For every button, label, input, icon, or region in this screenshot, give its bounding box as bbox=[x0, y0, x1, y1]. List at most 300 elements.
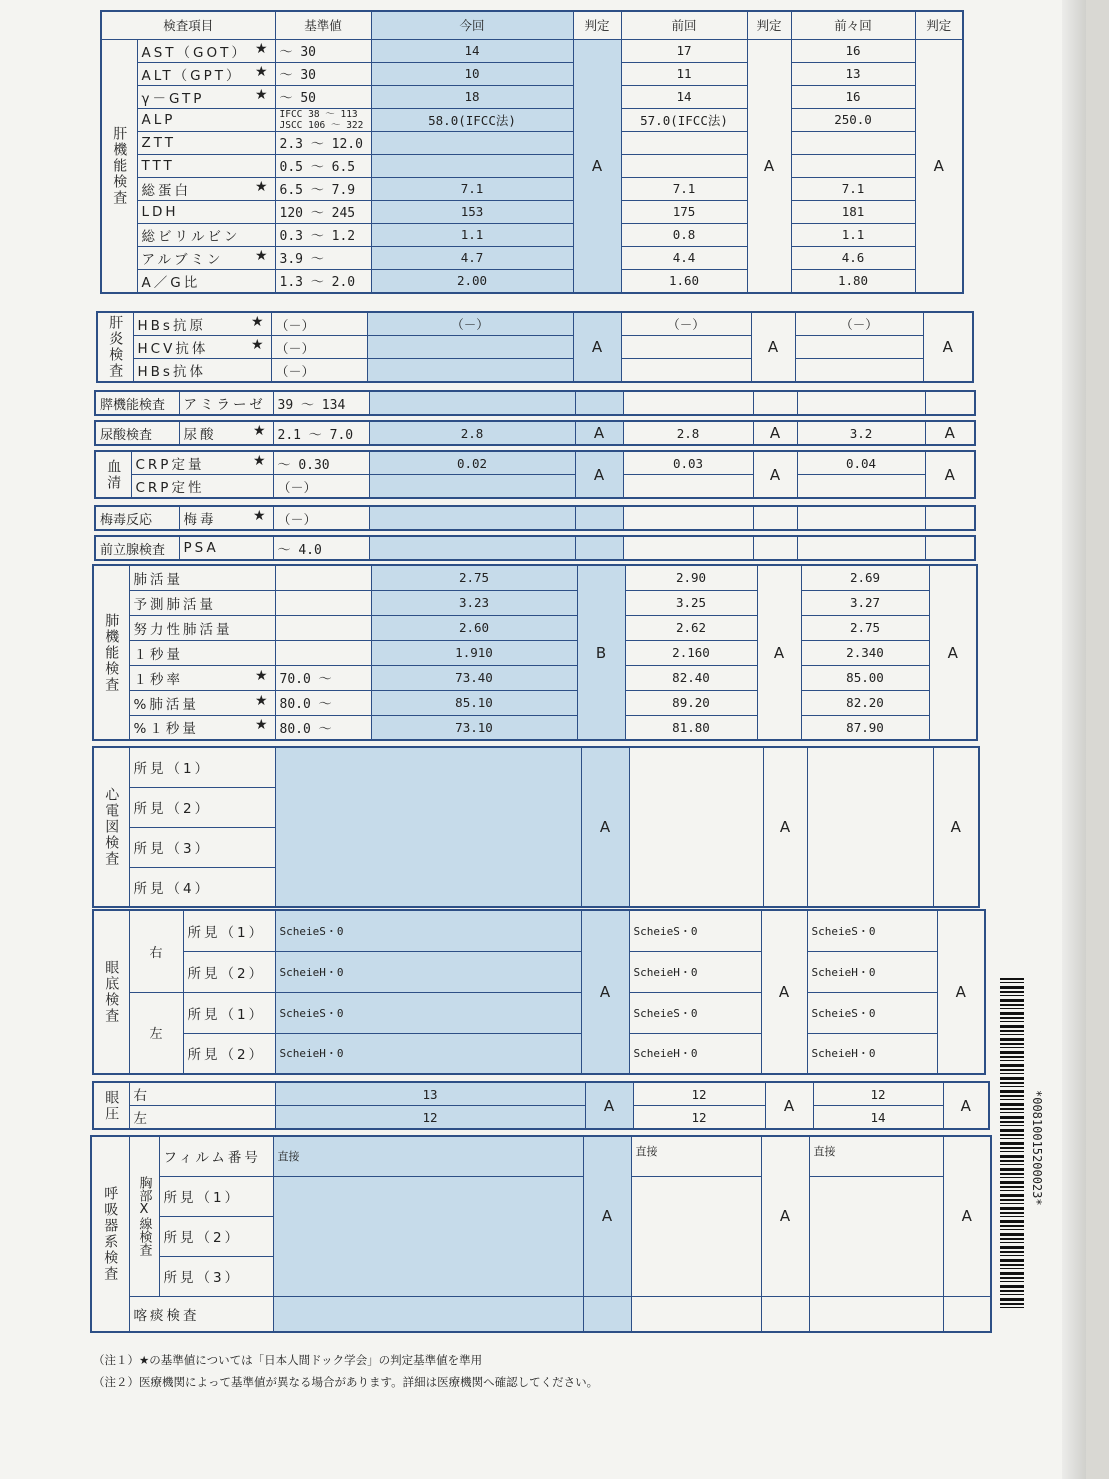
judge-previous: A bbox=[753, 451, 797, 498]
ref-value: 70.0 ～ bbox=[275, 665, 371, 690]
before-previous-value: （－） bbox=[795, 312, 923, 336]
before-previous-value: 87.90 bbox=[801, 715, 929, 740]
before-previous-value bbox=[797, 391, 925, 415]
current-value bbox=[367, 336, 573, 359]
current-value bbox=[369, 475, 575, 499]
fundus-right-label: 右 bbox=[129, 910, 183, 992]
current-value: 10 bbox=[371, 62, 573, 85]
footnotes bbox=[93, 1349, 598, 1393]
table-row bbox=[93, 1082, 989, 1106]
judge-previous: A bbox=[753, 421, 797, 445]
liver-table bbox=[100, 10, 964, 294]
item-name: γ－GTP ★ bbox=[137, 85, 275, 108]
judge-previous bbox=[753, 506, 797, 530]
ref-value: ～ 50 bbox=[275, 85, 371, 108]
judge-previous: A bbox=[757, 565, 801, 740]
item-name: 所見（1） bbox=[183, 992, 275, 1033]
judge-previous bbox=[753, 536, 797, 560]
item-name: CRP定量 ★ bbox=[131, 451, 273, 475]
section-label-syphilis: 梅毒反応 bbox=[95, 506, 179, 530]
previous-value: ScheieS・0 bbox=[629, 992, 761, 1033]
before-previous-value: ScheieH・0 bbox=[807, 1033, 937, 1074]
iop-table bbox=[92, 1081, 990, 1130]
ref-value: （－） bbox=[273, 475, 369, 499]
star-icon: ★ bbox=[254, 86, 271, 103]
section-label-hepatitis: 肝炎検査 bbox=[97, 312, 133, 382]
current-value: 2.75 bbox=[371, 565, 577, 590]
table-row bbox=[95, 391, 975, 415]
section-label-prostate: 前立腺検査 bbox=[95, 536, 179, 560]
section-label-respiratory: 呼吸器系検査 bbox=[91, 1136, 129, 1332]
judge-before-previous: A bbox=[923, 312, 973, 382]
star-icon: ★ bbox=[254, 717, 271, 734]
before-previous-value: 7.1 bbox=[791, 177, 915, 200]
header-reference: 基準値 bbox=[275, 11, 371, 39]
table-row bbox=[101, 200, 963, 223]
current-value: 4.7 bbox=[371, 246, 573, 269]
item-name: １秒率 ★ bbox=[129, 665, 275, 690]
section-label-iop: 眼圧 bbox=[93, 1082, 129, 1129]
ref-value: 39 ～ 134 bbox=[273, 391, 369, 415]
before-previous-value bbox=[809, 1176, 943, 1296]
ref-value: 3.9 ～ bbox=[275, 246, 371, 269]
item-name: 右 bbox=[129, 1082, 275, 1106]
before-previous-value bbox=[797, 536, 925, 560]
judge-current bbox=[575, 536, 623, 560]
section-label-uric: 尿酸検査 bbox=[95, 421, 179, 445]
header-row bbox=[101, 11, 963, 39]
table-row bbox=[93, 690, 977, 715]
before-previous-value: 4.6 bbox=[791, 246, 915, 269]
ref-value: （－） bbox=[271, 336, 367, 359]
previous-value: 89.20 bbox=[625, 690, 757, 715]
ref-value: ～ 30 bbox=[275, 39, 371, 62]
previous-value: 81.80 bbox=[625, 715, 757, 740]
current-value: 58.0(IFCC法) bbox=[371, 108, 573, 131]
previous-value: ScheieS・0 bbox=[629, 910, 761, 951]
before-previous-value bbox=[795, 359, 923, 383]
star-icon: ★ bbox=[254, 247, 271, 264]
current-value: 73.10 bbox=[371, 715, 577, 740]
judge-current: A bbox=[575, 451, 623, 498]
current-value bbox=[369, 506, 575, 530]
current-value: 12 bbox=[275, 1106, 585, 1130]
judge-current: A bbox=[585, 1082, 633, 1129]
paper-edge bbox=[1062, 0, 1086, 1479]
before-previous-value bbox=[809, 1296, 943, 1332]
ref-value: 80.0 ～ bbox=[275, 690, 371, 715]
previous-value bbox=[621, 131, 747, 154]
previous-value: 17 bbox=[621, 39, 747, 62]
ref-value: 0.5 ～ 6.5 bbox=[275, 154, 371, 177]
before-previous-value: 0.04 bbox=[797, 451, 925, 475]
before-previous-value: 16 bbox=[791, 85, 915, 108]
judge-current: A bbox=[583, 1136, 631, 1296]
item-name: 所見（2） bbox=[159, 1216, 273, 1256]
item-name: 努力性肺活量 bbox=[129, 615, 275, 640]
item-name: PSA bbox=[179, 536, 273, 560]
item-name: HCV抗体 ★ bbox=[133, 336, 271, 359]
ref-value: 120 ～ 245 bbox=[275, 200, 371, 223]
table-row bbox=[97, 336, 973, 359]
table-row bbox=[93, 951, 985, 992]
ref-value: （－） bbox=[271, 359, 367, 383]
judge-before-previous bbox=[925, 506, 975, 530]
judge-current bbox=[575, 506, 623, 530]
star-icon: ★ bbox=[252, 453, 269, 469]
header-judge-current: 判定 bbox=[573, 11, 621, 39]
judge-previous: A bbox=[751, 312, 795, 382]
item-name: 尿酸 ★ bbox=[179, 421, 273, 445]
previous-value: 82.40 bbox=[625, 665, 757, 690]
before-previous-value: 16 bbox=[791, 39, 915, 62]
judge-before-previous: A bbox=[929, 565, 977, 740]
item-name: HBs抗体 bbox=[133, 359, 271, 383]
item-name: 所見（1） bbox=[183, 910, 275, 951]
table-row bbox=[91, 1296, 991, 1332]
serum-table bbox=[94, 450, 976, 499]
current-value bbox=[371, 131, 573, 154]
current-value: ScheieH・0 bbox=[275, 1033, 581, 1074]
current-value: 73.40 bbox=[371, 665, 577, 690]
judge-current: A bbox=[575, 421, 623, 445]
previous-value: 57.0(IFCC法) bbox=[621, 108, 747, 131]
header-previous: 前回 bbox=[621, 11, 747, 39]
before-previous-value bbox=[797, 475, 925, 499]
before-previous-value bbox=[795, 336, 923, 359]
before-previous-value: 2.340 bbox=[801, 640, 929, 665]
star-icon: ★ bbox=[254, 667, 271, 684]
before-previous-value: ScheieS・0 bbox=[807, 992, 937, 1033]
previous-value bbox=[629, 747, 763, 907]
previous-value bbox=[623, 391, 753, 415]
footnote-1: （注１）★の基準値については「日本人間ドック学会」の判定基準値を準用 bbox=[93, 1353, 483, 1367]
ref-value: 80.0 ～ bbox=[275, 715, 371, 740]
before-previous-value: 3.27 bbox=[801, 590, 929, 615]
table-row bbox=[97, 359, 973, 383]
previous-value bbox=[621, 359, 751, 383]
item-name: 梅毒 ★ bbox=[179, 506, 273, 530]
table-row bbox=[93, 1033, 985, 1074]
previous-value: 11 bbox=[621, 62, 747, 85]
table-row bbox=[101, 85, 963, 108]
current-value: ScheieS・0 bbox=[275, 992, 581, 1033]
item-name: 所見（4） bbox=[129, 867, 275, 907]
before-previous-value bbox=[791, 154, 915, 177]
item-name: CRP定性 bbox=[131, 475, 273, 499]
item-name: HBs抗原 ★ bbox=[133, 312, 271, 336]
current-value bbox=[273, 1176, 583, 1296]
table-row bbox=[95, 475, 975, 499]
before-previous-value: 1.80 bbox=[791, 269, 915, 293]
previous-value: 直接 bbox=[631, 1136, 761, 1176]
table-row bbox=[95, 506, 975, 530]
table-row bbox=[101, 62, 963, 85]
table-row bbox=[93, 640, 977, 665]
before-previous-value: 14 bbox=[813, 1106, 943, 1130]
header-judge-before-previous: 判定 bbox=[915, 11, 963, 39]
ref-value: 1.3 ～ 2.0 bbox=[275, 269, 371, 293]
previous-value: 2.8 bbox=[623, 421, 753, 445]
judge-previous: A bbox=[761, 1136, 809, 1296]
table-row bbox=[101, 39, 963, 62]
ref-value: ～ 30 bbox=[275, 62, 371, 85]
previous-value bbox=[631, 1296, 761, 1332]
judge-before-previous: A bbox=[925, 451, 975, 498]
judge-current: A bbox=[573, 312, 621, 382]
previous-value: 175 bbox=[621, 200, 747, 223]
item-name: 総蛋白 ★ bbox=[137, 177, 275, 200]
current-value bbox=[369, 391, 575, 415]
ref-value bbox=[275, 590, 371, 615]
current-value: 2.00 bbox=[371, 269, 573, 293]
judge-current bbox=[583, 1296, 631, 1332]
item-name: 所見（2） bbox=[183, 951, 275, 992]
table-row bbox=[93, 1106, 989, 1130]
item-name: LDH bbox=[137, 200, 275, 223]
current-value: ScheieH・0 bbox=[275, 951, 581, 992]
current-value: 2.60 bbox=[371, 615, 577, 640]
before-previous-value bbox=[791, 131, 915, 154]
header-item: 検査項目 bbox=[101, 11, 275, 39]
item-name: 所見（2） bbox=[129, 787, 275, 827]
judge-before-previous: A bbox=[933, 747, 979, 907]
table-row bbox=[101, 131, 963, 154]
table-row bbox=[93, 665, 977, 690]
item-name: ALP bbox=[137, 108, 275, 131]
ecg-table bbox=[92, 746, 980, 908]
uric-table bbox=[94, 420, 976, 446]
star-icon: ★ bbox=[254, 692, 271, 709]
before-previous-value: ScheieH・0 bbox=[807, 951, 937, 992]
respiratory-table bbox=[90, 1135, 992, 1333]
star-icon: ★ bbox=[250, 314, 267, 330]
star-icon: ★ bbox=[252, 423, 269, 439]
previous-value: 14 bbox=[621, 85, 747, 108]
section-label-serum: 血清 bbox=[95, 451, 131, 498]
table-row bbox=[93, 565, 977, 590]
item-name: ALT（GPT） ★ bbox=[137, 62, 275, 85]
table-row bbox=[101, 223, 963, 246]
section-label-liver: 肝機能検査 bbox=[101, 39, 137, 293]
header-before-previous: 前々回 bbox=[791, 11, 915, 39]
previous-value bbox=[623, 506, 753, 530]
table-row bbox=[101, 269, 963, 293]
table-row bbox=[101, 154, 963, 177]
item-name: A／G比 bbox=[137, 269, 275, 293]
current-value: 1.910 bbox=[371, 640, 577, 665]
judge-previous bbox=[761, 1296, 809, 1332]
current-value bbox=[371, 154, 573, 177]
item-name: 総ビリルビン bbox=[137, 223, 275, 246]
previous-value: 0.03 bbox=[623, 451, 753, 475]
before-previous-value: 85.00 bbox=[801, 665, 929, 690]
judge-before-previous: A bbox=[943, 1136, 991, 1296]
table-row bbox=[101, 246, 963, 269]
pancreas-table bbox=[94, 390, 976, 416]
ref-jscc: JSCC 106 ～ 322 bbox=[279, 119, 364, 131]
table-row bbox=[93, 590, 977, 615]
item-name: 所見（3） bbox=[129, 827, 275, 867]
star-icon: ★ bbox=[250, 337, 267, 353]
ref-ifcc: IFCC 38 ～ 113 bbox=[279, 108, 358, 120]
table-row bbox=[93, 910, 985, 951]
header-current: 今回 bbox=[371, 11, 573, 39]
table-row bbox=[91, 1176, 991, 1216]
current-value: ScheieS・0 bbox=[275, 910, 581, 951]
table-row bbox=[91, 1136, 991, 1176]
previous-value: 0.8 bbox=[621, 223, 747, 246]
item-name: 左 bbox=[129, 1106, 275, 1130]
item-name: ZTT bbox=[137, 131, 275, 154]
item-name: アルブミン ★ bbox=[137, 246, 275, 269]
previous-value: 1.60 bbox=[621, 269, 747, 293]
previous-value: ScheieH・0 bbox=[629, 951, 761, 992]
current-value bbox=[367, 359, 573, 383]
sub-label-chest-xray: 胸部X線検査 bbox=[129, 1136, 159, 1296]
ref-value: 2.3 ～ 12.0 bbox=[275, 131, 371, 154]
judge-previous: A bbox=[765, 1082, 813, 1129]
footnote-2: （注２）医療機関によって基準値が異なる場合があります。詳細は医療機関へ確認してください。 bbox=[93, 1375, 599, 1389]
fundus-table bbox=[92, 909, 986, 1075]
section-label-pancreas: 膵機能検査 bbox=[95, 391, 179, 415]
table-row bbox=[93, 747, 979, 787]
current-value: 7.1 bbox=[371, 177, 573, 200]
item-name: AST（GOT） ★ bbox=[137, 39, 275, 62]
before-previous-value bbox=[797, 506, 925, 530]
previous-value: 4.4 bbox=[621, 246, 747, 269]
judge-before-previous: A bbox=[915, 39, 963, 293]
section-label-fundus: 眼底検査 bbox=[93, 910, 129, 1074]
previous-value: 2.62 bbox=[625, 615, 757, 640]
item-name: 所見（3） bbox=[159, 1256, 273, 1296]
star-icon: ★ bbox=[254, 63, 271, 80]
current-value: （－） bbox=[367, 312, 573, 336]
previous-value bbox=[621, 154, 747, 177]
judge-current: A bbox=[573, 39, 621, 293]
previous-value: ScheieH・0 bbox=[629, 1033, 761, 1074]
judge-previous bbox=[753, 391, 797, 415]
lung-table bbox=[92, 564, 978, 741]
star-icon: ★ bbox=[252, 508, 269, 524]
judge-before-previous bbox=[943, 1296, 991, 1332]
ref-value: ～ 4.0 bbox=[273, 536, 369, 560]
previous-value: 3.25 bbox=[625, 590, 757, 615]
judge-previous: A bbox=[747, 39, 791, 293]
table-row bbox=[93, 715, 977, 740]
judge-before-previous: A bbox=[937, 910, 985, 1074]
current-value: 0.02 bbox=[369, 451, 575, 475]
previous-value: 2.90 bbox=[625, 565, 757, 590]
section-label-ecg: 心電図検査 bbox=[93, 747, 129, 907]
table-row bbox=[93, 615, 977, 640]
ref-value: （－） bbox=[271, 312, 367, 336]
item-name: %肺活量 ★ bbox=[129, 690, 275, 715]
item-name: %１秒量 ★ bbox=[129, 715, 275, 740]
judge-before-previous: A bbox=[943, 1082, 989, 1129]
table-row bbox=[97, 312, 973, 336]
current-value: 18 bbox=[371, 85, 573, 108]
item-name: 肺活量 bbox=[129, 565, 275, 590]
item-name-sputum: 喀痰検査 bbox=[129, 1296, 273, 1332]
current-value bbox=[369, 536, 575, 560]
item-name: 所見（1） bbox=[159, 1176, 273, 1216]
current-value: 直接 bbox=[273, 1136, 583, 1176]
section-label-lung: 肺機能検査 bbox=[93, 565, 129, 740]
ref-value: （－） bbox=[273, 506, 369, 530]
previous-value: 12 bbox=[633, 1106, 765, 1130]
item-name: TTT bbox=[137, 154, 275, 177]
previous-value: （－） bbox=[621, 312, 751, 336]
before-previous-value: 2.75 bbox=[801, 615, 929, 640]
current-value bbox=[275, 747, 581, 907]
table-row bbox=[101, 108, 963, 131]
current-value bbox=[273, 1296, 583, 1332]
table-row bbox=[93, 992, 985, 1033]
ref-value: 6.5 ～ 7.9 bbox=[275, 177, 371, 200]
before-previous-value: 12 bbox=[813, 1082, 943, 1106]
previous-value: 2.160 bbox=[625, 640, 757, 665]
item-name: １秒量 bbox=[129, 640, 275, 665]
previous-value bbox=[631, 1176, 761, 1296]
before-previous-value: 3.2 bbox=[797, 421, 925, 445]
item-name: 所見（1） bbox=[129, 747, 275, 787]
before-previous-value: 1.1 bbox=[791, 223, 915, 246]
table-row bbox=[95, 421, 975, 445]
current-value: 3.23 bbox=[371, 590, 577, 615]
ref-value: 2.1 ～ 7.0 bbox=[273, 421, 369, 445]
before-previous-value: 181 bbox=[791, 200, 915, 223]
before-previous-value: 250.0 bbox=[791, 108, 915, 131]
previous-value bbox=[623, 536, 753, 560]
before-previous-value: 13 bbox=[791, 62, 915, 85]
judge-current: A bbox=[581, 910, 629, 1074]
star-icon: ★ bbox=[254, 178, 271, 195]
syphilis-table bbox=[94, 505, 976, 531]
ref-value bbox=[275, 640, 371, 665]
judge-current: B bbox=[577, 565, 625, 740]
current-value: 2.8 bbox=[369, 421, 575, 445]
judge-current: A bbox=[581, 747, 629, 907]
ref-value: 0.3 ～ 1.2 bbox=[275, 223, 371, 246]
ref-value bbox=[275, 615, 371, 640]
current-value: 1.1 bbox=[371, 223, 573, 246]
judge-previous: A bbox=[761, 910, 807, 1074]
table-row bbox=[95, 536, 975, 560]
judge-current bbox=[575, 391, 623, 415]
previous-value: 7.1 bbox=[621, 177, 747, 200]
item-name: 所見（2） bbox=[183, 1033, 275, 1074]
before-previous-value bbox=[807, 747, 933, 907]
star-icon: ★ bbox=[254, 40, 271, 57]
barcode-text: *00810015200023* bbox=[1030, 1090, 1044, 1206]
previous-value bbox=[623, 475, 753, 499]
current-value: 14 bbox=[371, 39, 573, 62]
ref-value bbox=[275, 108, 371, 131]
barcode-image bbox=[1000, 978, 1024, 1308]
previous-value bbox=[621, 336, 751, 359]
header-judge-previous: 判定 bbox=[747, 11, 791, 39]
before-previous-value: ScheieS・0 bbox=[807, 910, 937, 951]
before-previous-value: 直接 bbox=[809, 1136, 943, 1176]
fundus-left-label: 左 bbox=[129, 992, 183, 1074]
item-name: 予測肺活量 bbox=[129, 590, 275, 615]
prostate-table bbox=[94, 535, 976, 561]
current-value: 153 bbox=[371, 200, 573, 223]
previous-value: 12 bbox=[633, 1082, 765, 1106]
before-previous-value: 2.69 bbox=[801, 565, 929, 590]
judge-before-previous bbox=[925, 391, 975, 415]
